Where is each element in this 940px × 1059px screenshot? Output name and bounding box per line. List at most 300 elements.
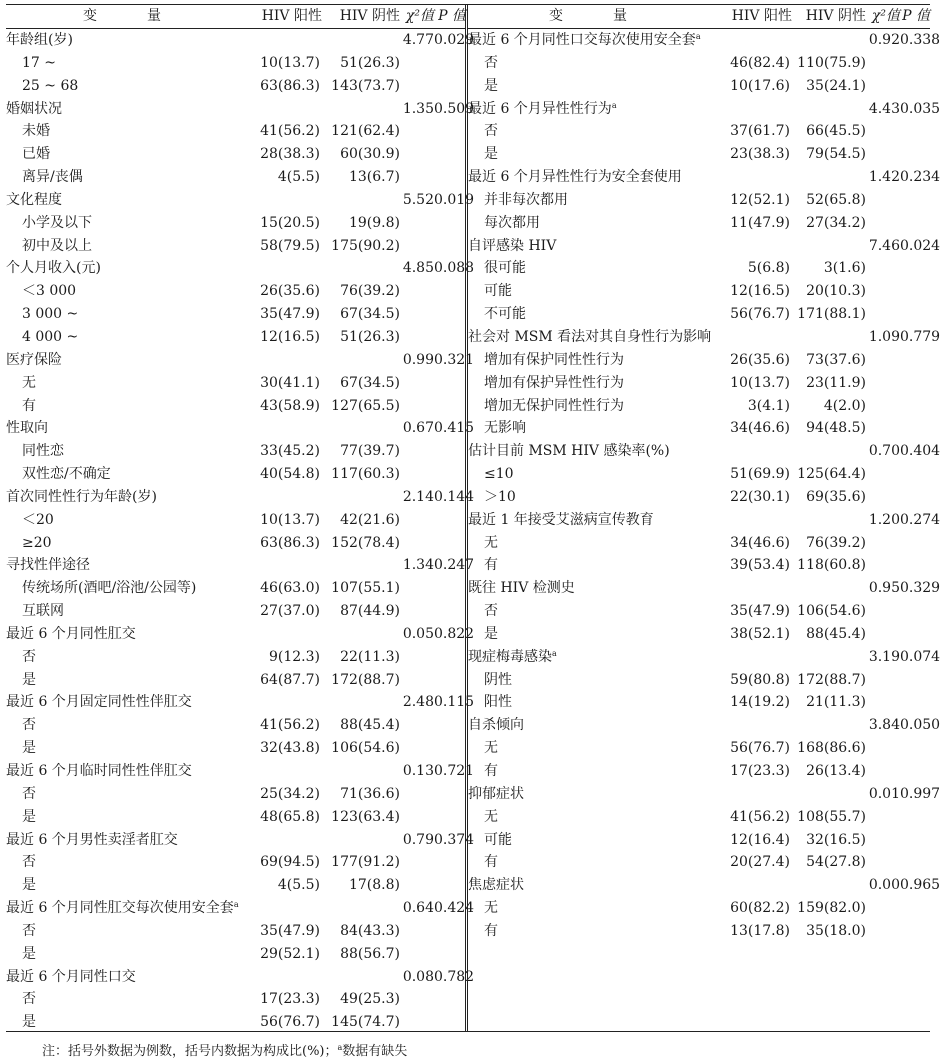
table-row [6,760,466,783]
p-value-cell [900,395,930,418]
hiv-negative-cell [792,509,866,532]
hiv-positive-cell [256,623,322,646]
hiv-negative-cell: 76(39.2) [806,534,866,551]
p-value-cell: 0.965 [900,877,940,894]
row-label-text: 既往 HIV 检测史 [468,580,575,597]
hiv-negative-cell: 171(88.1) [797,306,866,323]
row-label-text: 可能 [484,831,512,848]
header-chi-square: χ²值 [866,5,900,29]
table-row [6,943,466,966]
hiv-positive-cell: 48(65.8) [260,808,320,825]
row-label-text: 不可能 [484,306,526,323]
table-row [468,737,930,760]
p-value-cell [434,714,466,737]
chi-square-cell [866,897,900,920]
chi-square-cell [400,303,434,326]
table-row [468,829,930,852]
p-value-cell [900,75,930,98]
header-variable: 变 量 [468,5,726,29]
right-header-row [468,5,930,29]
chi-square-cell [400,372,434,395]
chi-square-cell: 0.92 [868,32,900,48]
missing-data-marker: a [611,100,617,110]
row-label-text: 3 000 ~ [22,306,79,323]
row-label-text: 同性恋 [22,443,64,460]
hiv-negative-cell [322,966,400,989]
hiv-negative-cell: 51(26.3) [340,54,400,71]
p-value-cell: 0.274 [900,511,940,528]
table-row [6,783,466,806]
row-label-text: 离异/丧偶 [22,169,83,186]
variable-label [6,623,256,646]
hiv-positive-cell: 28(38.3) [260,146,320,163]
hiv-positive-cell: 63(86.3) [260,77,320,94]
hiv-negative-cell: 26(13.4) [806,763,866,779]
p-value-cell [434,166,466,189]
variable-label [6,257,256,280]
chi-square-cell: 2.48 [402,694,434,711]
p-value-cell: 0.721 [434,763,475,779]
hiv-negative-cell: 177(91.2) [331,854,400,871]
hiv-negative-cell: 67(34.5) [340,306,400,323]
table-page [6,4,940,1059]
table-row [6,372,466,395]
hiv-negative-cell: 121(62.4) [331,123,400,140]
hiv-negative-cell: 106(54.6) [331,740,400,757]
hiv-positive-cell [256,691,322,714]
chi-square-cell [400,212,434,235]
row-label-text: 是 [22,671,36,688]
p-value-cell: 0.050 [900,717,940,734]
table-row [6,532,466,555]
chi-square-cell [400,440,434,463]
hiv-negative-cell [792,646,866,669]
p-value-cell: 0.019 [434,191,475,208]
chi-square-cell [866,737,900,760]
hiv-positive-cell [726,577,792,600]
table-row [468,212,930,235]
hiv-positive-cell: 10(13.7) [260,54,320,71]
hiv-positive-cell: 35(47.9) [730,603,790,620]
hiv-negative-cell: 106(54.6) [797,603,866,620]
hiv-positive-cell: 64(87.7) [260,671,320,688]
chi-square-cell [400,646,434,669]
hiv-positive-cell [726,874,792,897]
p-value-cell: 0.424 [434,900,475,917]
table-row [468,395,930,418]
variable-label [6,349,256,372]
hiv-negative-cell: 118(60.8) [797,557,866,574]
category-label [468,372,726,395]
p-value-cell: 0.088 [434,260,475,277]
hiv-negative-cell: 22(11.3) [340,648,400,665]
p-value-cell [434,532,466,555]
variable-label [468,646,726,669]
p-value-cell [434,509,466,532]
row-label-text: 自评感染 HIV [468,237,557,254]
hiv-negative-cell: 84(43.3) [340,922,400,939]
hiv-positive-cell [256,349,322,372]
row-label-text: 初中及以上 [22,237,92,254]
p-value-cell [900,897,930,920]
table-row [468,486,930,509]
left-table-body [6,29,475,1035]
chi-square-cell [400,783,434,806]
p-value-cell [900,486,930,509]
row-label-text: 无 [484,900,498,917]
hiv-negative-cell: 20(10.3) [806,283,866,300]
table-row [6,691,466,714]
row-label-text: 是 [22,945,36,962]
p-value-cell [900,372,930,395]
hiv-negative-cell: 54(27.8) [806,854,866,871]
table-row [6,257,466,280]
hiv-positive-cell [726,326,792,349]
hiv-negative-cell: 4(2.0) [823,397,866,414]
hiv-negative-cell [322,486,400,509]
hiv-positive-cell: 10(13.7) [260,511,320,528]
hiv-positive-cell: 69(94.5) [260,854,320,871]
data-table [6,4,940,1032]
category-label [6,714,256,737]
hiv-negative-cell: 107(55.1) [331,580,400,597]
hiv-negative-cell [322,189,400,212]
row-label-text: 最近 6 个月异性性行为安全套使用 [468,169,682,186]
row-label-text: 年龄组(岁) [6,32,73,48]
table-row [6,554,466,577]
row-label-text: 25 ~ 68 [22,77,79,94]
table-row [468,143,930,166]
category-label [6,395,256,418]
row-label-text: 无 [484,808,498,825]
table-row [6,737,466,760]
row-label-text: 否 [484,123,498,140]
hiv-positive-cell: 14(19.2) [730,694,790,711]
row-label-text: 增加有保护同性性行为 [484,351,624,368]
row-label-text: 17 ~ [22,54,56,71]
variable-label [468,509,726,532]
chi-square-cell: 4.85 [402,260,434,277]
hiv-positive-cell [726,29,792,52]
chi-square-cell: 4.77 [402,32,434,48]
chi-square-cell: 1.35 [402,100,434,117]
p-value-cell: 0.782 [434,968,475,985]
hiv-negative-cell [792,577,866,600]
category-label [6,280,256,303]
hiv-negative-cell: 23(11.9) [806,374,866,391]
category-label [6,463,256,486]
p-value-cell [434,1011,466,1034]
footnote-marker: a [337,1043,343,1052]
variable-label [6,897,256,920]
chi-square-cell [400,1011,434,1034]
chi-square-cell [866,806,900,829]
hiv-negative-cell [322,349,400,372]
chi-square-cell [400,326,434,349]
hiv-positive-cell: 11(47.9) [730,214,790,231]
table-row [6,600,466,623]
chi-square-cell [400,75,434,98]
p-value-cell [900,760,930,783]
row-label-text: 最近 6 个月同性口交 [6,968,136,985]
p-value-cell: 0.415 [434,420,475,437]
hiv-negative-cell: 108(55.7) [797,808,866,825]
table-row [6,646,466,669]
hiv-negative-cell: 67(34.5) [340,374,400,391]
table-row [468,235,930,258]
p-value-cell [434,280,466,303]
hiv-negative-cell [792,440,866,463]
hiv-positive-cell: 41(56.2) [260,717,320,734]
category-label [6,143,256,166]
hiv-negative-cell: 117(60.3) [331,466,400,483]
right-table [468,5,940,943]
table-row [6,303,466,326]
chi-square-cell [866,257,900,280]
table-row [6,326,466,349]
hiv-positive-cell [256,189,322,212]
p-value-cell: 0.822 [434,625,475,642]
category-label [6,737,256,760]
table-row [468,98,930,121]
hiv-positive-cell [256,897,322,920]
p-value-cell [434,646,466,669]
header-p-value: P 值 [434,5,466,29]
row-label-text: 无 [484,534,498,551]
p-value-cell [900,920,930,943]
chi-square-cell [400,669,434,692]
chi-square-cell [400,806,434,829]
hiv-negative-cell: 123(63.4) [331,808,400,825]
chi-square-cell [866,280,900,303]
row-label-text: 最近 1 年接受艾滋病宣传教育 [468,511,654,528]
p-value-cell [900,52,930,75]
row-label-text: 最近 6 个月固定同性性伴肛交 [6,694,192,711]
variable-label [6,760,256,783]
hiv-positive-cell: 15(20.5) [260,214,320,231]
category-label [468,851,726,874]
header-p-value: P 值 [900,5,930,29]
table-row [6,874,466,897]
hiv-positive-cell: 35(47.9) [260,306,320,323]
hiv-negative-cell [322,554,400,577]
p-value-cell: 0.509 [434,100,475,117]
hiv-negative-cell [792,235,866,258]
hiv-negative-cell [792,326,866,349]
hiv-positive-cell: 59(80.8) [730,671,790,688]
table-row [6,98,466,121]
row-label-text: 文化程度 [6,191,62,208]
row-label-text: 有 [22,397,36,414]
category-label [468,897,726,920]
row-label-text: 否 [22,922,36,939]
hiv-positive-cell: 43(58.9) [260,397,320,414]
hiv-negative-cell: 145(74.7) [331,1014,400,1031]
chi-square-cell: 0.95 [868,580,900,597]
chi-square-cell [866,349,900,372]
left-header-row [6,5,466,29]
hiv-positive-cell: 60(82.2) [730,900,790,917]
table-row [6,463,466,486]
table-row [6,1011,466,1034]
p-value-cell: 0.997 [900,785,940,802]
p-value-cell [434,75,466,98]
hiv-positive-cell: 27(37.0) [260,603,320,620]
p-value-cell [434,577,466,600]
hiv-positive-cell: 41(56.2) [730,808,790,825]
variable-label [468,874,726,897]
hiv-negative-cell: 17(8.8) [348,877,400,894]
hiv-positive-cell: 23(38.3) [730,146,790,163]
hiv-positive-cell [256,829,322,852]
table-row [468,417,930,440]
p-value-cell: 0.338 [900,32,940,48]
hiv-negative-cell: 21(11.3) [806,694,866,711]
table-row [6,509,466,532]
category-label [468,417,726,440]
p-value-cell: 0.035 [900,100,940,117]
hiv-positive-cell: 56(76.7) [730,306,790,323]
chi-square-cell [866,554,900,577]
hiv-positive-cell: 4(5.5) [277,877,320,894]
category-label [468,691,726,714]
chi-square-cell [866,189,900,212]
row-label-text: 已婚 [22,146,50,163]
p-value-cell [900,280,930,303]
row-label-text: 阳性 [484,694,512,711]
table-row [468,851,930,874]
hiv-negative-cell: 94(48.5) [806,420,866,437]
table-row [6,623,466,646]
hiv-positive-cell: 20(27.4) [730,854,790,871]
chi-square-cell [400,851,434,874]
p-value-cell: 0.115 [434,694,475,711]
table-row [6,577,466,600]
hiv-positive-cell: 56(76.7) [260,1014,320,1031]
header-hiv-positive: HIV 阳性 [256,5,322,29]
category-label [6,326,256,349]
chi-square-cell [866,143,900,166]
table-row [6,120,466,143]
hiv-positive-cell [256,966,322,989]
left-table [6,5,475,1034]
table-row [468,166,930,189]
p-value-cell [900,463,930,486]
missing-data-marker: a [695,32,701,41]
category-label [468,829,726,852]
chi-square-cell: 7.46 [868,237,900,254]
category-label [468,760,726,783]
hiv-positive-cell: 12(16.5) [730,283,790,300]
hiv-negative-cell: 52(65.8) [806,191,866,208]
category-label [6,75,256,98]
table-row [6,235,466,258]
chi-square-cell [400,280,434,303]
category-label [468,280,726,303]
hiv-negative-cell: 87(44.9) [340,603,400,620]
hiv-positive-cell: 17(23.3) [260,991,320,1008]
chi-square-cell [400,120,434,143]
chi-square-cell [400,52,434,75]
category-label [468,75,726,98]
hiv-negative-cell [322,417,400,440]
chi-square-cell [400,166,434,189]
row-label-text: 否 [22,854,36,871]
chi-square-cell [866,829,900,852]
chi-square-cell: 1.34 [402,557,434,574]
chi-square-cell [400,600,434,623]
row-label-text: 寻找性伴途径 [6,557,90,574]
hiv-negative-cell [792,714,866,737]
hiv-positive-cell: 25(34.2) [260,785,320,802]
hiv-negative-cell: 13(6.7) [348,169,400,186]
table-row [6,75,466,98]
hiv-positive-cell [726,98,792,121]
p-value-cell [434,737,466,760]
table-row [6,417,466,440]
table-row [468,532,930,555]
footnote-text: 注：括号外数据为例数，括号内数据为构成比(%)； [42,1044,338,1059]
chi-square-cell: 0.08 [402,968,434,985]
chi-square-cell: 3.84 [868,717,900,734]
category-label [6,943,256,966]
table-row [6,189,466,212]
category-label [468,189,726,212]
table-footnote [42,1040,407,1059]
chi-square-cell: 1.20 [868,511,900,528]
table-row [468,874,930,897]
table-row [468,75,930,98]
p-value-cell [900,829,930,852]
hiv-positive-cell: 22(30.1) [730,488,790,505]
hiv-negative-cell [792,783,866,806]
hiv-negative-cell: 79(54.5) [806,146,866,163]
p-value-cell [434,943,466,966]
row-label-text: 否 [22,785,36,802]
hiv-positive-cell: 12(16.4) [730,831,790,848]
p-value-cell [900,669,930,692]
table-row [468,440,930,463]
category-label [468,212,726,235]
hiv-negative-cell: 88(45.4) [806,625,866,642]
hiv-negative-cell [792,874,866,897]
p-value-cell: 0.144 [434,488,475,505]
p-value-cell: 0.247 [434,557,475,574]
hiv-negative-cell: 19(9.8) [348,214,400,231]
hiv-positive-cell [256,760,322,783]
hiv-positive-cell: 10(13.7) [730,374,790,391]
row-label-text: 否 [22,717,36,734]
table-row [6,851,466,874]
chi-square-cell [866,532,900,555]
p-value-cell [434,920,466,943]
hiv-negative-cell [322,760,400,783]
table-row [468,920,930,943]
chi-square-cell [400,395,434,418]
table-row [6,349,466,372]
p-value-cell [434,463,466,486]
row-label-text: 是 [22,1014,36,1031]
p-value-cell [900,120,930,143]
category-label [6,120,256,143]
category-label [6,669,256,692]
hiv-positive-cell: 12(52.1) [730,191,790,208]
row-label-text: 首次同性性行为年龄(岁) [6,488,157,505]
hiv-negative-cell: 32(16.5) [806,831,866,848]
p-value-cell [900,532,930,555]
p-value-cell: 0.234 [900,169,940,186]
p-value-cell [434,52,466,75]
